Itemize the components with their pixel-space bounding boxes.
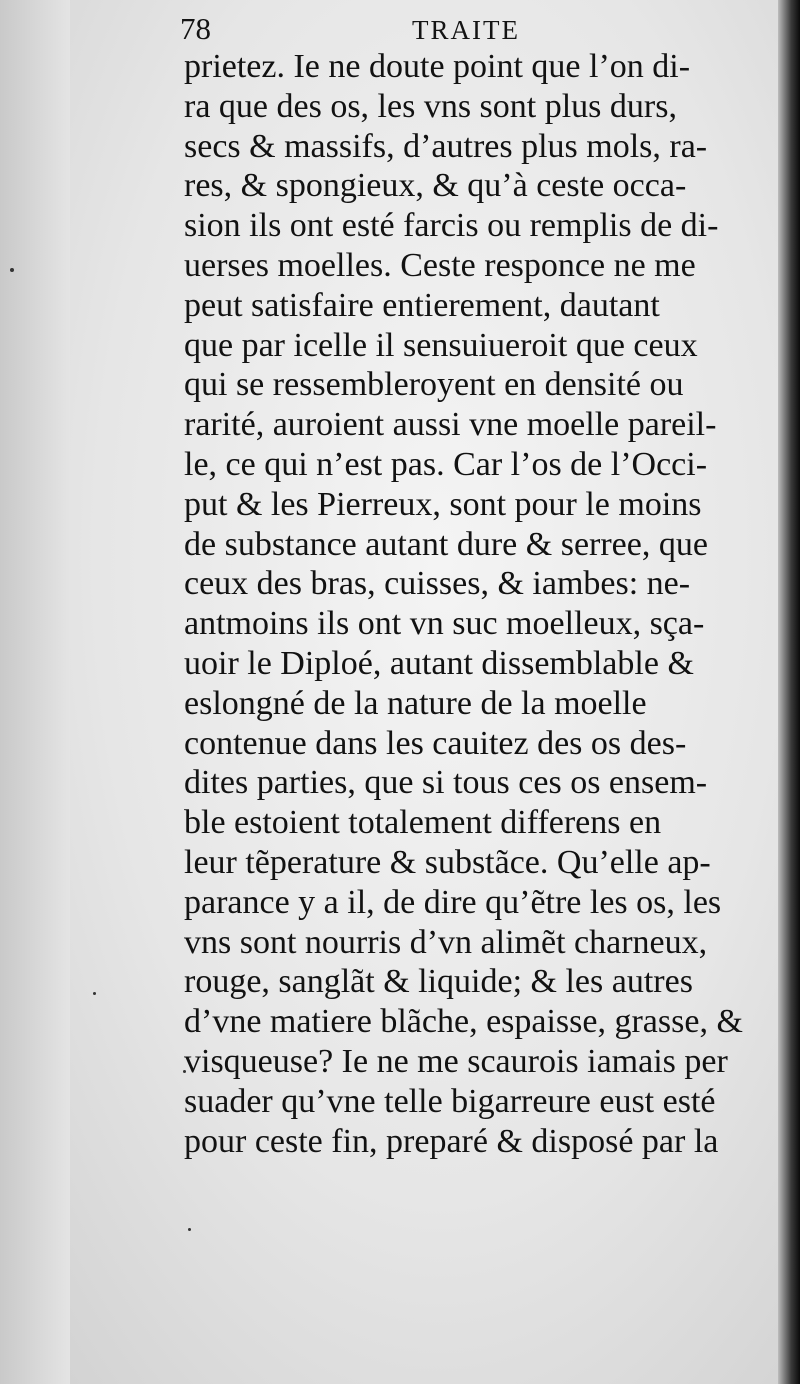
ink-speck: [188, 1228, 191, 1231]
text-line: ble estoient totalement differens en: [184, 804, 662, 842]
text-line: contenue dans les cauitez des os des-: [184, 724, 687, 762]
text-line: que par icelle il sensuiueroit que ceux: [184, 326, 698, 364]
text-line: parance y a il, de dire qu’ẽtre les os, les: [184, 883, 722, 921]
text-line: prietez. Ie ne doute point que l’on di-: [184, 48, 691, 85]
text-line: d’vne matiere blãche, espaisse, grasse, &: [184, 1003, 743, 1041]
text-line: dites parties, que si tous ces os ensem-: [184, 764, 708, 802]
text-line: vns sont nourris d’vn alimẽt charneux,: [184, 923, 708, 961]
text-line: uoir le Diploé, autant dissemblable &: [184, 644, 694, 682]
text-line: suader qu’vne telle bigarreure eust esté: [184, 1082, 716, 1120]
text-line: uerses moelles. Ceste responce ne me: [184, 246, 696, 284]
text-line: res, & spongieux, & qu’à ceste occa-: [184, 167, 687, 205]
text-line: leur tẽperature & substãce. Qu’elle ap-: [184, 843, 711, 881]
body-text: [184, 47, 769, 1161]
text-line: rarité, auroient aussi vne moelle pareil-: [184, 406, 717, 444]
text-line: ra que des os, les vns sont plus durs,: [184, 87, 677, 125]
page-number: 78: [180, 11, 211, 46]
page-header: [180, 12, 580, 46]
page-edge-shadow: [778, 0, 800, 1384]
ink-speck: [93, 992, 96, 995]
page-margin-shadow: [0, 0, 70, 1384]
text-line: put & les Pierreux, sont pour le moins: [184, 485, 702, 523]
text-line: de substance autant dure & serree, que: [184, 525, 708, 563]
running-title: TRAITE: [412, 15, 520, 45]
text-line: peut satisfaire entierement, dautant: [184, 286, 660, 324]
text-line: qui se ressembleroyent en densité ou: [184, 366, 684, 404]
ink-speck: [10, 268, 14, 272]
text-line: pour ceste fin, preparé & disposé par la: [184, 1122, 719, 1160]
text-line: rouge, sanglãt & liquide; & les autres: [184, 963, 693, 1001]
text-line: le, ce qui n’est pas. Car l’os de l’Occi-: [184, 445, 708, 483]
text-line: ceux des bras, cuisses, & iambes: ne-: [184, 565, 691, 603]
text-line: secs & massifs, d’autres plus mols, ra-: [184, 127, 708, 165]
text-line: antmoins ils ont vn suc moelleux, sça-: [184, 605, 705, 643]
text-line: visqueuse? Ie ne me scaurois iamais per: [184, 1042, 728, 1080]
text-line: eslongné de la nature de la moelle: [184, 684, 647, 722]
text-line: sion ils ont esté farcis ou remplis de di-: [184, 207, 719, 245]
